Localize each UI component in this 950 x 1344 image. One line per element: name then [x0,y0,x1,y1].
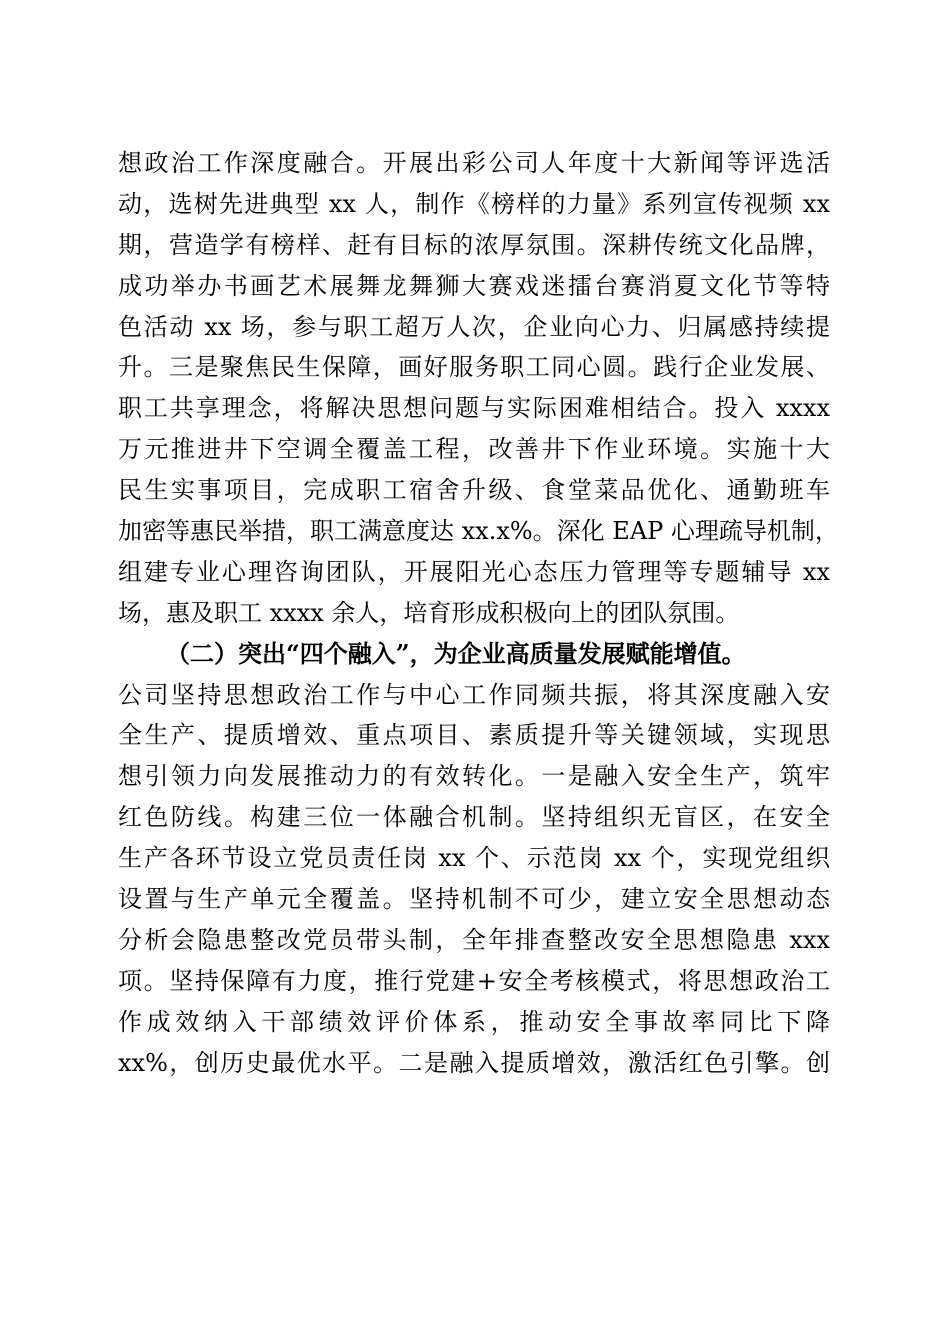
text-line: 场，惠及职工 xxxx 余人，培育形成积极向上的团队氛围。 [118,598,740,627]
text-line: 组建专业心理咨询团队，开展阳光心态压力管理等专题辅导 xx [118,557,830,586]
text-line: 红色防线。构建三位一体融合机制。坚持组织无盲区，在安全 [118,803,830,832]
text-line: 加密等惠民举措，职工满意度达 xx.x%。深化 EAP 心理疏导机制， [118,517,839,546]
text-line: 升。三是聚焦民生保障，画好服务职工同心圆。践行企业发展、 [118,353,830,382]
text-line: 色活动 xx 场，参与职工超万人次，企业向心力、归属感持续提 [118,312,830,341]
text-line: 分析会隐患整改党员带头制，全年排查整改安全思想隐患 xxx [118,925,830,954]
text-line: 项。坚持保障有力度，推行党建+安全考核模式，将思想政治工 [118,966,830,995]
text-line: 生产各环节设立党员责任岗 xx 个、示范岗 xx 个，实现党组织 [118,844,830,873]
text-line: 职工共享理念，将解决思想问题与实际困难相结合。投入 xxxx [118,394,830,423]
text-line: 民生实事项目，完成职工宿舍升级、食堂菜品优化、通勤班车 [118,476,830,505]
text-line: 想政治工作深度融合。开展出彩公司人年度十大新闻等评选活 [118,149,830,177]
text-line: 公司坚持思想政治工作与中心工作同频共振，将其深度融入安 [118,680,830,709]
text-line: 全生产、提质增效、重点项目、素质提升等关键领域，实现思 [118,721,830,750]
text-line: 成功举办书画艺术展舞龙舞狮大赛戏迷擂台赛消夏文化节等特 [118,271,830,300]
text-line: 万元推进井下空调全覆盖工程，改善井下作业环境。实施十大 [118,435,830,464]
text-line: 动，选树先进典型 xx 人，制作《榜样的力量》系列宣传视频 xx [118,189,830,218]
body-text [118,143,839,1083]
section-heading: （二）突出“四个融入”，为企业高质量发展赋能增值。 [166,638,746,668]
text-line: 设置与生产单元全覆盖。坚持机制不可少，建立安全思想动态 [118,885,830,914]
text-line: 期，营造学有榜样、赶有目标的浓厚氛围。深耕传统文化品牌， [118,230,830,259]
text-line: xx%，创历史最优水平。二是融入提质增效，激活红色引擎。创 [118,1048,830,1077]
text-line: 作成效纳入干部绩效评价体系，推动安全事故率同比下降 [118,1007,830,1036]
text-line: 想引领力向发展推动力的有效转化。一是融入安全生产，筑牢 [118,762,830,791]
